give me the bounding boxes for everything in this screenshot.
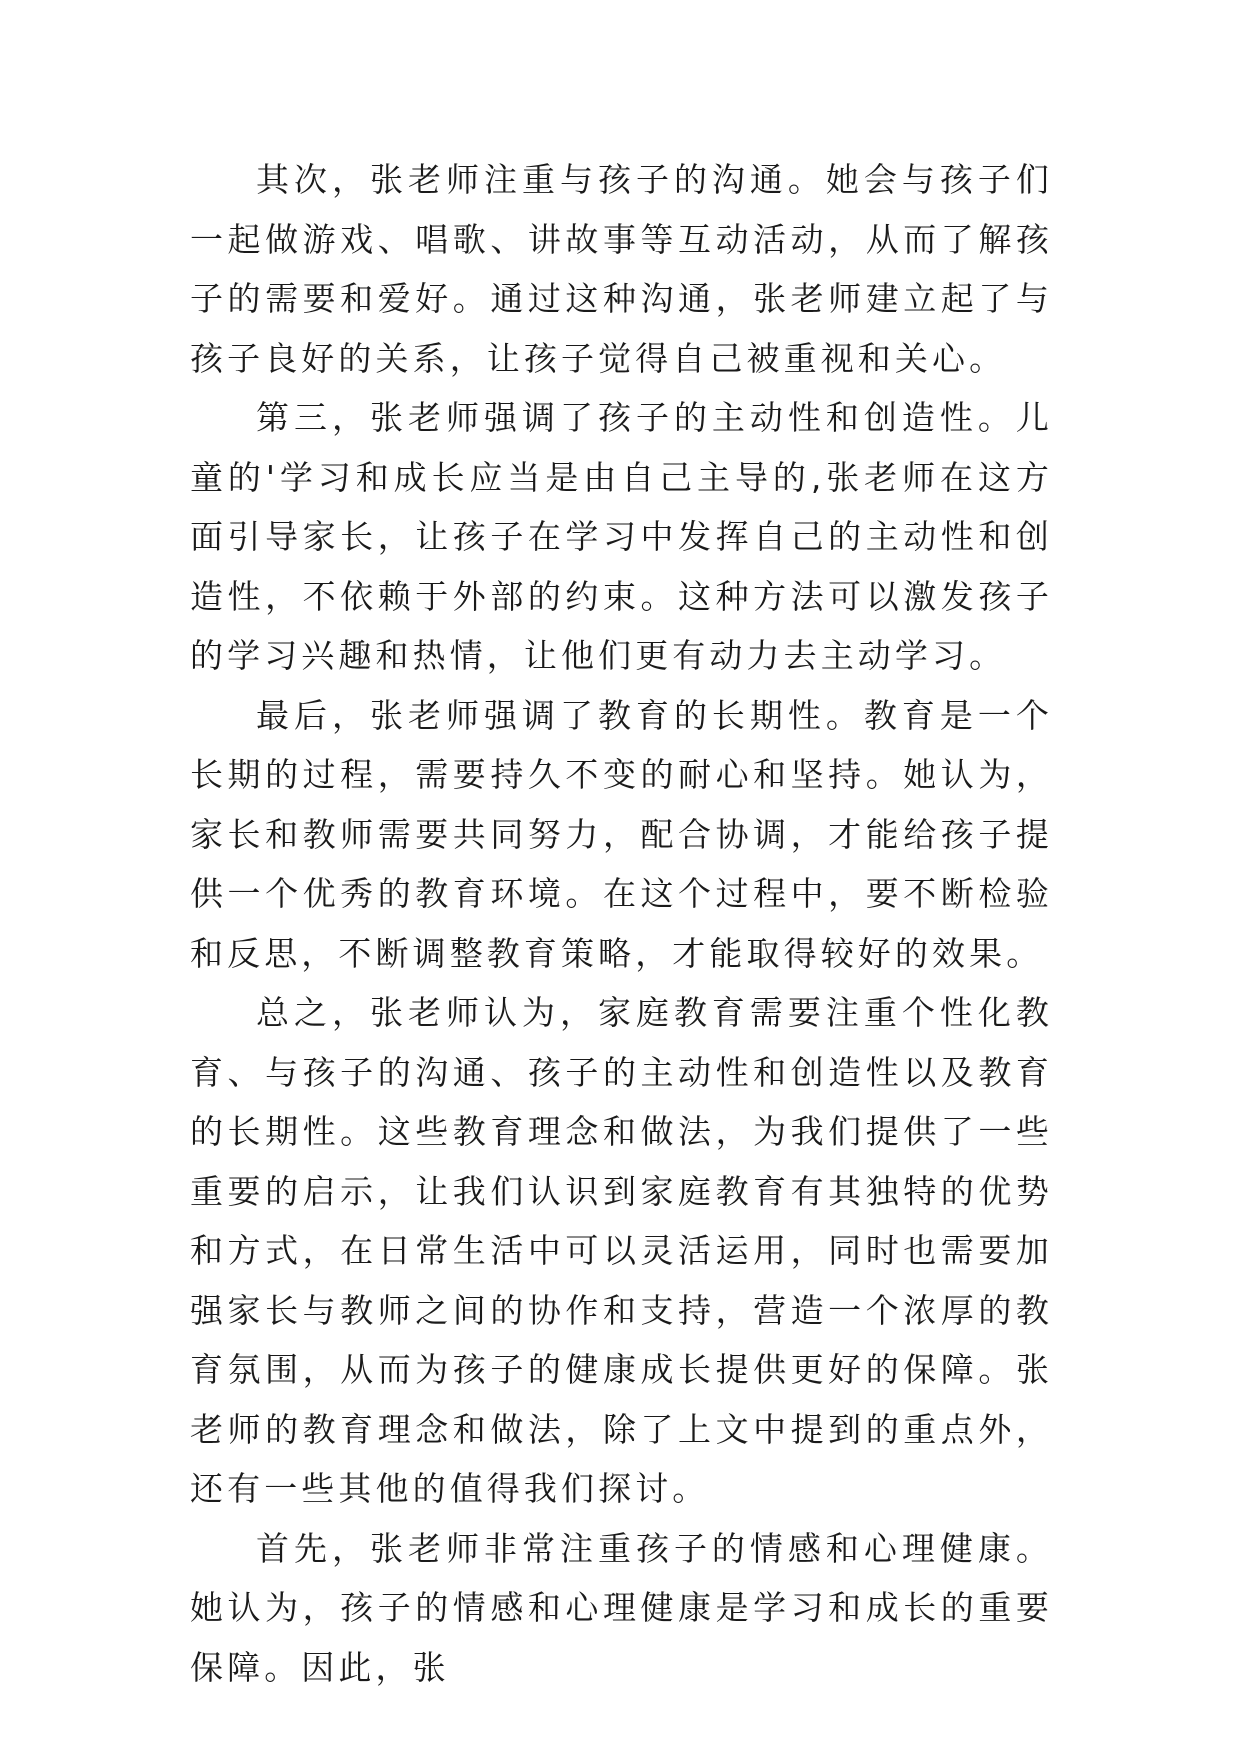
paragraph-emotional-health: 首先，张老师非常注重孩子的情感和心理健康。她认为，孩子的情感和心理健康是学习和成长的重要保障。因此，张 [190,1528,1053,1687]
paragraph-long-term: 最后，张老师强调了教育的长期性。教育是一个长期的过程，需要持久不变的耐心和坚持。她认为，家长和教师需要共同努力，配合协调，才能给孩子提供一个优秀的教育环境。在这个过程中，要不断检验和反思，不断调整教育策略，才能取得较好的效果。 [190,695,1053,973]
paragraph-initiative: 第三，张老师强调了孩子的主动性和创造性。儿童的'学习和成长应当是由自己主导的,张老师在这方面引导家长，让孩子在学习中发挥自己的主动性和创造性，不依赖于外部的约束。这种方法可以激发孩子的学习兴趣和热情，让他们更有动力去主动学习。 [190,398,1053,675]
paragraph-summary: 总之，张老师认为，家庭教育需要注重个性化教育、与孩子的沟通、孩子的主动性和创造性以及教育的长期性。这些教育理念和做法，为我们提供了一些重要的启示，让我们认识到家庭教育有其独特的优势和方式，在日常生活中可以灵活运用，同时也需要加强家长与教师之间的协作和支持，营造一个浓厚的教育氛围，从而为孩子的健康成长提供更好的保障。张老师的教育理念和做法，除了上文中提到的重点外，还有一些其他的值得我们探讨。 [190,993,1053,1508]
paragraph-communication: 其次，张老师注重与孩子的沟通。她会与孩子们一起做游戏、唱歌、讲故事等互动活动，从而了解孩子的需要和爱好。通过这种沟通，张老师建立起了与孩子良好的关系，让孩子觉得自己被重视和关心。 [190,160,1053,378]
document-body [190,150,1053,1697]
